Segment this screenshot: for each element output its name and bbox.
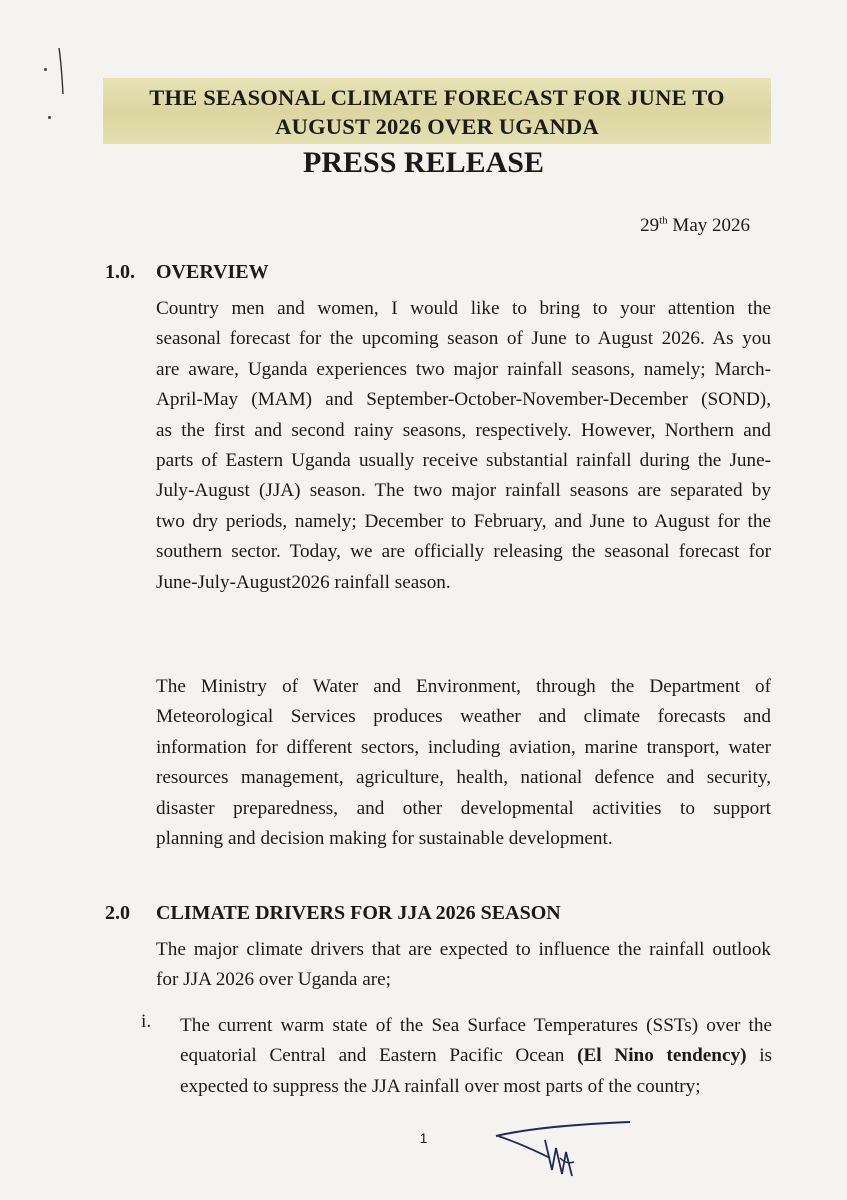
paragraph-line: two dry periods, namely; December to February, and June to August for the	[156, 510, 771, 532]
paragraph-line: April-May (MAM) and September-October-November-December (SOND),	[156, 389, 771, 411]
paragraph-line: for JJA 2026 over Uganda are;	[156, 969, 391, 991]
paragraph-line: seasonal forecast for the upcoming season of June to August 2026. As you	[156, 328, 771, 350]
paragraph-line: planning and decision making for sustainable development.	[156, 827, 613, 849]
title-line-1: THE SEASONAL CLIMATE FORECAST FOR JUNE TO	[149, 85, 725, 110]
section-2-heading	[105, 900, 561, 926]
list-line-text: is	[746, 1045, 772, 1067]
title-line-2: AUGUST 2026 OVER UGANDA	[275, 114, 599, 139]
climate-driver-item-i	[180, 1011, 772, 1102]
margin-pen-mark	[58, 46, 64, 96]
list-line-text: equatorial Central and Eastern Pacific Ocean	[180, 1045, 578, 1067]
paragraph-line: Country men and women, I would like to bring to your attention the	[156, 298, 771, 319]
section-1-number: 1.0.	[105, 261, 135, 283]
overview-paragraph-1	[156, 294, 771, 598]
list-line: expected to suppress the JJA rainfall over most parts of the country;	[180, 1075, 701, 1097]
date-month-year: May 2026	[667, 215, 750, 236]
list-line	[180, 1041, 772, 1071]
paragraph-line: are aware, Uganda experiences two major rainfall seasons, namely; March-	[156, 358, 771, 380]
release-date	[640, 214, 750, 238]
section-2-title: CLIMATE DRIVERS FOR JJA 2026 SEASON	[156, 902, 561, 924]
date-day: 29	[640, 215, 660, 236]
list-marker-i: i.	[141, 1011, 152, 1032]
handwritten-signature	[490, 1118, 660, 1188]
paragraph-line: resources management, agriculture, health, national defence and security,	[156, 767, 771, 789]
paragraph-line: disaster preparedness, and other developmental activities to support	[156, 797, 771, 819]
page-number: 1	[419, 1130, 428, 1146]
press-release-heading: PRESS RELEASE	[303, 146, 544, 179]
paragraph-line: July-August (JJA) season. The two major rainfall seasons are separated by	[156, 480, 771, 502]
paragraph-line: information for different sectors, including aviation, marine transport, water	[156, 736, 771, 758]
paragraph-line: as the first and second rainy seasons, respectively. However, Northern and	[156, 419, 771, 441]
paragraph-line: southern sector. Today, we are officially releasing the seasonal forecast for	[156, 541, 771, 563]
overview-paragraph-2	[156, 672, 771, 854]
speck	[44, 68, 47, 71]
section-1-title: OVERVIEW	[156, 261, 269, 283]
climate-drivers-intro	[156, 935, 771, 996]
list-line: The current warm state of the Sea Surface Temperatures (SSTs) over the	[180, 1015, 772, 1036]
paragraph-line: Meteorological Services produces weather and climate forecasts and	[156, 706, 771, 728]
paragraph-line: June-July-August2026 rainfall season.	[156, 571, 451, 593]
paragraph-line: The Ministry of Water and Environment, through the Department of	[156, 676, 771, 697]
paragraph-line: parts of Eastern Uganda usually receive substantial rainfall during the June-	[156, 449, 771, 471]
date-suffix: th	[659, 214, 668, 227]
section-2-number: 2.0	[105, 902, 130, 924]
title-banner	[103, 78, 771, 144]
el-nino-emphasis: (El Nino tendency)	[577, 1045, 747, 1067]
paragraph-line: The major climate drivers that are expected to influence the rainfall outlook	[156, 939, 771, 960]
section-1-heading	[105, 259, 269, 285]
speck	[48, 116, 51, 119]
